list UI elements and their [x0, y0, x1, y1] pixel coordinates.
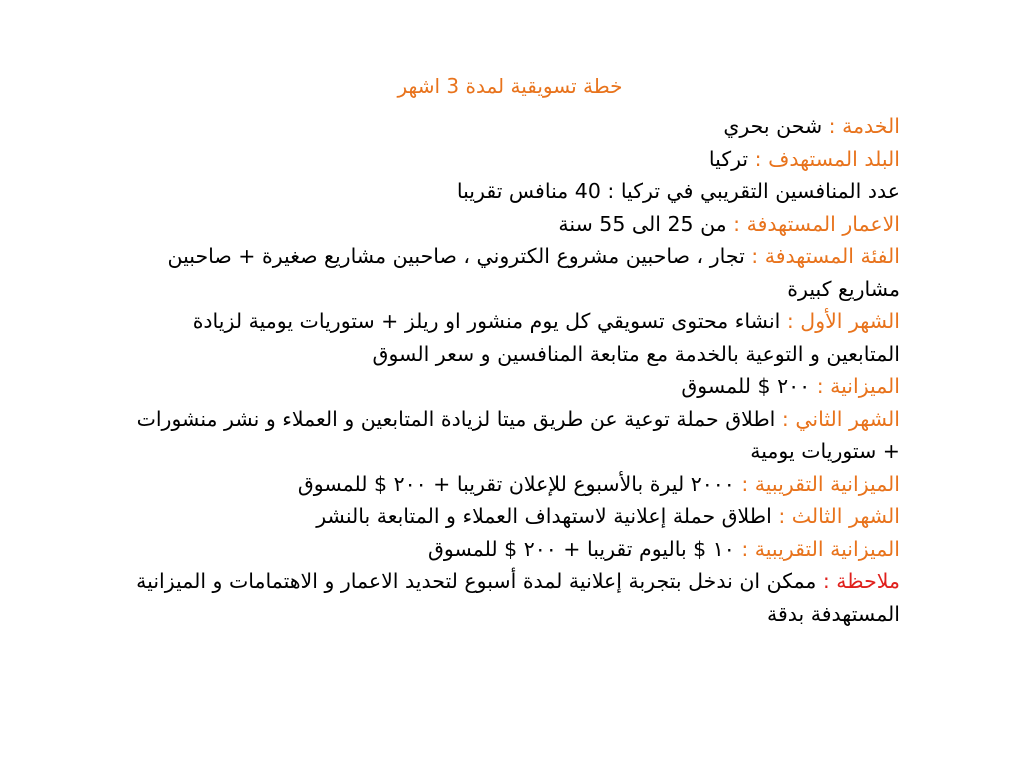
item-label: الميزانية التقريبية :: [741, 536, 900, 561]
item-label: الميزانية :: [816, 374, 900, 398]
item-budget-three: [120, 533, 900, 566]
item-label: الميزانية التقريبية :: [741, 471, 900, 496]
item-label: الشهر الثاني :: [781, 406, 900, 431]
item-text: شحن بحري: [723, 114, 829, 138]
item-month-two: [120, 403, 900, 468]
item-text: اطلاق حملة توعية عن طريق ميتا لزيادة المتابعين و العملاء و نشر منشورات + ستوريات يومية: [136, 406, 900, 463]
item-month-three: [120, 500, 900, 533]
item-text: اطلاق حملة إعلانية لاستهداف العملاء و المتابعة بالنشر: [316, 504, 779, 528]
item-budget-one: [120, 370, 900, 403]
slide-body: [120, 110, 900, 630]
item-target-audience: [120, 240, 900, 305]
slide-title: خطة تسويقية لمدة 3 اشهر: [397, 74, 623, 98]
item-label: البلد المستهدف :: [754, 146, 900, 171]
item-label: الشهر الثالث :: [778, 504, 900, 528]
item-text: ٢٠٠٠ ليرة بالأسبوع للإعلان تقريبا + ٢٠٠ $ للمسوق: [297, 471, 742, 496]
note-text: ممكن ان ندخل بتجربة إعلانية لمدة أسبوع لتحديد الاعمار و الاهتمامات و الميزانية المستهدفة بدقة: [136, 569, 900, 626]
item-label: الشهر الأول :: [786, 309, 900, 333]
item-text: تركيا: [708, 146, 755, 171]
item-service: [120, 110, 900, 143]
item-note: [120, 565, 900, 630]
item-target-ages: [120, 208, 900, 241]
item-text: ١٠ $ باليوم تقريبا + ٢٠٠ $ للمسوق: [427, 536, 742, 561]
item-text: ٢٠٠ $ للمسوق: [681, 374, 817, 398]
item-competitors: [120, 175, 900, 208]
item-text: من 25 الى 55 سنة: [558, 211, 734, 236]
item-target-country: [120, 143, 900, 176]
note-label: ملاحظة :: [822, 569, 900, 593]
item-text: انشاء محتوى تسويقي كل يوم منشور او ريلز + ستوريات يومية لزيادة المتابعين و التوعية بالخدمة مع متابعة المنافسين و سعر السوق: [192, 309, 900, 366]
item-text: عدد المنافسين التقريبي في تركيا : 40 منافس تقريبا: [456, 179, 900, 203]
item-label: الفئة المستهدفة :: [751, 244, 900, 268]
item-label: الخدمة :: [828, 114, 900, 138]
item-text: تجار ، صاحبين مشروع الكتروني ، صاحبين مشاريع صغيرة + صاحبين مشاريع كبيرة: [167, 244, 900, 301]
item-month-one: [120, 305, 900, 370]
item-budget-two: [120, 468, 900, 501]
item-label: الاعمار المستهدفة :: [733, 211, 900, 236]
